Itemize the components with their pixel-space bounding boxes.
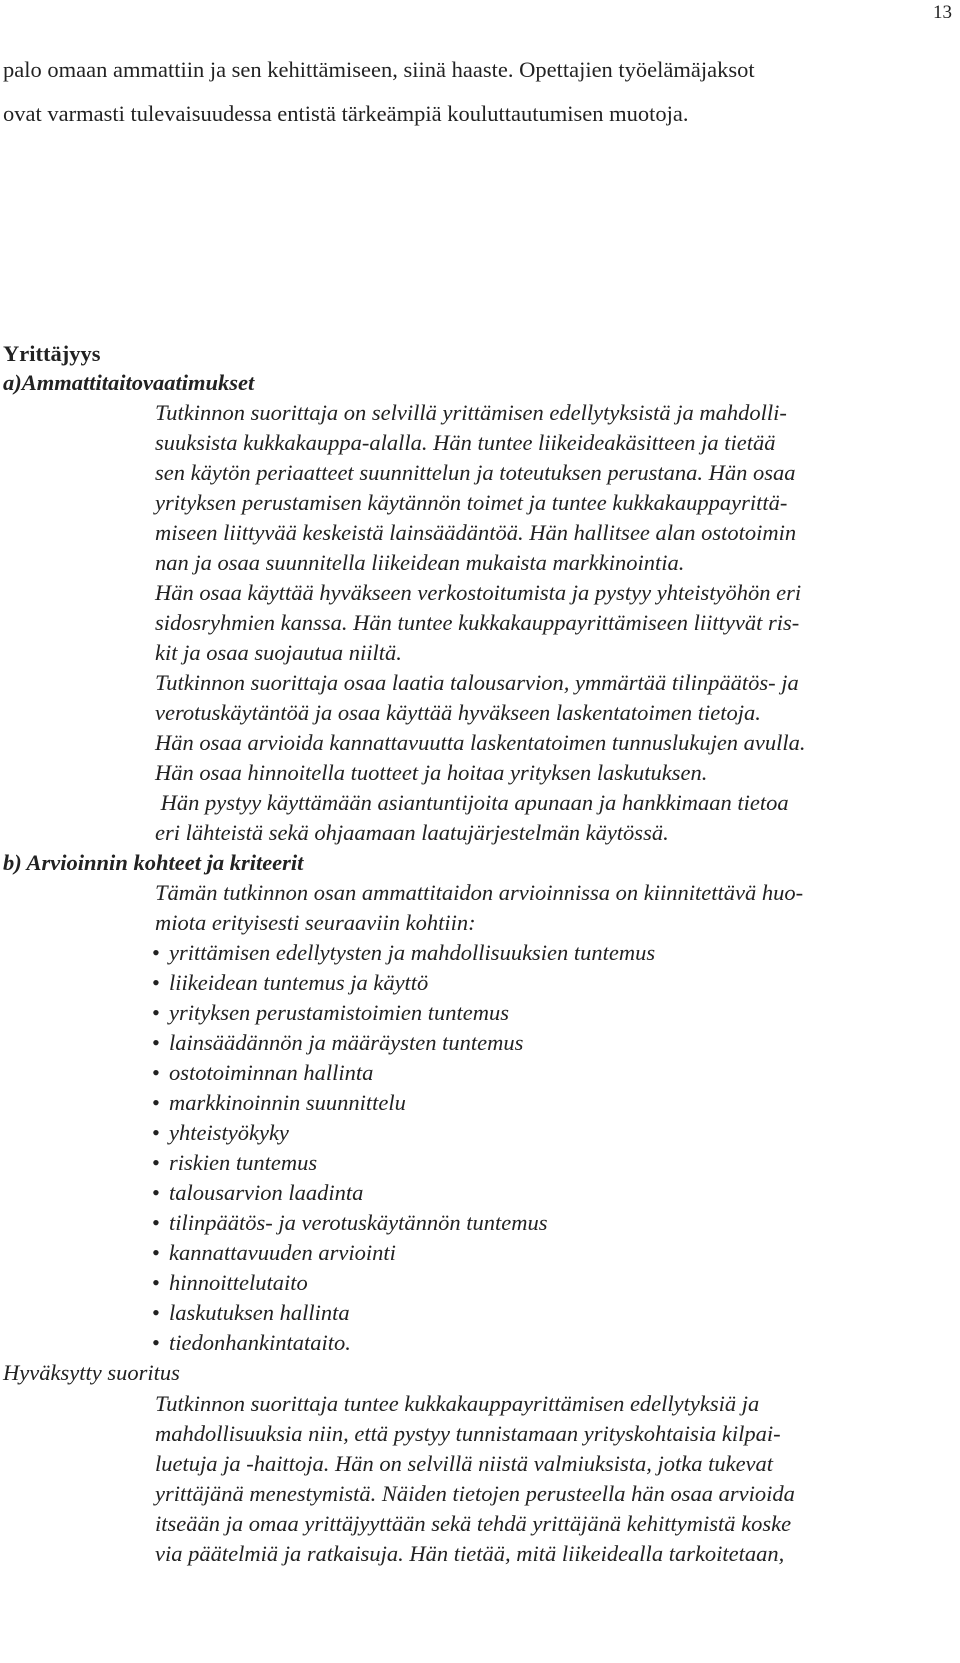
bullet-icon: •	[152, 1240, 160, 1265]
list-item	[152, 1328, 351, 1358]
a-paragraph-line: miseen liittyvää keskeistä lainsäädäntöä. Hän hallitsee alan ostotoimin	[155, 520, 797, 545]
list-item-text: markkinoinnin suunnittelu	[169, 1090, 406, 1115]
list-item-text: kannattavuuden arviointi	[169, 1240, 396, 1265]
a-paragraph-line: suuksista kukkakauppa-alalla. Hän tuntee liikeideakäsitteen ja tietää	[155, 430, 776, 455]
a-paragraph-line: yrityksen perustamisen käytännön toimet ja tuntee kukkakauppayrittä-	[155, 490, 788, 515]
section-title: Yrittäjyys	[3, 341, 101, 366]
bullet-icon: •	[152, 1090, 160, 1115]
bullet-icon: •	[152, 1120, 160, 1145]
accepted-paragraph-line: via päätelmiä ja ratkaisuja. Hän tietää, mitä liikeidealla tarkoitetaan,	[155, 1541, 785, 1566]
bullet-icon: •	[152, 1180, 160, 1205]
list-item	[152, 1208, 548, 1238]
list-item-text: riskien tuntemus	[169, 1150, 318, 1175]
list-item	[152, 1028, 523, 1058]
accepted-paragraph-line: luetuja ja -haittoja. Hän on selvillä niistä valmiuksista, jotka tukevat	[155, 1451, 774, 1476]
subsection-b-heading: b) Arvioinnin kohteet ja kriteerit	[3, 850, 304, 875]
a-paragraph-line: Hän pystyy käyttämään asiantuntijoita apunaan ja hankkimaan tietoa	[155, 790, 789, 815]
list-item-text: ostotoiminnan hallinta	[169, 1060, 374, 1085]
accepted-paragraph-line: Tutkinnon suorittaja tuntee kukkakauppayrittämisen edellytyksiä ja	[155, 1391, 760, 1416]
list-item	[152, 998, 509, 1028]
list-item	[152, 968, 428, 998]
list-item	[152, 1238, 396, 1268]
list-item	[152, 938, 655, 968]
accepted-paragraph-line: yrittäjänä menestymistä. Näiden tietojen perusteella hän osaa arvioida	[155, 1481, 795, 1506]
list-item	[152, 1148, 317, 1178]
b-paragraph-line: miota erityisesti seuraaviin kohtiin:	[155, 910, 476, 935]
list-item-text: talousarvion laadinta	[169, 1180, 364, 1205]
bullet-icon: •	[152, 1300, 160, 1325]
bullet-icon: •	[152, 1060, 160, 1085]
accepted-heading: Hyväksytty suoritus	[3, 1360, 180, 1385]
bullet-icon: •	[152, 1030, 160, 1055]
intro-line: ovat varmasti tulevaisuudessa entistä tärkeämpiä kouluttautumisen muotoja.	[3, 101, 689, 126]
page-number: 13	[933, 2, 952, 23]
list-item-text: yrityksen perustamistoimien tuntemus	[169, 1000, 509, 1025]
list-item-text: laskutuksen hallinta	[169, 1300, 350, 1325]
bullet-icon: •	[152, 940, 160, 965]
list-item-text: liikeidean tuntemus ja käyttö	[169, 970, 429, 995]
a-paragraph-line: sen käytön periaatteet suunnittelun ja toteutuksen perustana. Hän osaa	[155, 460, 796, 485]
list-item	[152, 1178, 363, 1208]
list-item-text: tilinpäätös- ja verotuskäytännön tuntemus	[169, 1210, 548, 1235]
bullet-icon: •	[152, 970, 160, 995]
intro-line: palo omaan ammattiin ja sen kehittämiseen, siinä haaste. Opettajien työelämäjaksot	[3, 57, 755, 82]
a-paragraph-line: verotuskäytäntöä ja osaa käyttää hyväkseen laskentatoimen tietoja.	[155, 700, 761, 725]
list-item	[152, 1298, 350, 1328]
a-paragraph-line: eri lähteistä sekä ohjaamaan laatujärjestelmän käytössä.	[155, 820, 669, 845]
list-item	[152, 1118, 289, 1148]
list-item	[152, 1088, 406, 1118]
a-paragraph-line: Tutkinnon suorittaja osaa laatia talousarvion, ymmärtää tilinpäätös- ja	[155, 670, 799, 695]
bullet-icon: •	[152, 1150, 160, 1175]
list-item	[152, 1268, 308, 1298]
bullet-icon: •	[152, 1000, 160, 1025]
a-paragraph-line: Hän osaa käyttää hyväkseen verkostoitumista ja pystyy yhteistyöhön eri	[155, 580, 802, 605]
a-paragraph-line: Hän osaa arvioida kannattavuutta laskentatoimen tunnuslukujen avulla.	[155, 730, 806, 755]
list-item-text: tiedonhankintataito.	[169, 1330, 351, 1355]
a-paragraph-line: Tutkinnon suorittaja on selvillä yrittämisen edellytyksistä ja mahdolli-	[155, 400, 787, 425]
b-paragraph-line: Tämän tutkinnon osan ammattitaidon arvioinnissa on kiinnitettävä huo-	[155, 880, 804, 905]
list-item	[152, 1058, 373, 1088]
bullet-icon: •	[152, 1210, 160, 1235]
subsection-a-heading: a)Ammattitaitovaatimukset	[3, 370, 255, 395]
list-item-text: hinnoittelutaito	[169, 1270, 308, 1295]
list-item-text: yrittämisen edellytysten ja mahdollisuuksien tuntemus	[169, 940, 656, 965]
bullet-icon: •	[152, 1270, 160, 1295]
list-item-text: lainsäädännön ja määräysten tuntemus	[169, 1030, 524, 1055]
list-item-text: yhteistyökyky	[169, 1120, 289, 1145]
accepted-paragraph-line: mahdollisuuksia niin, että pystyy tunnistamaan yrityskohtaisia kilpai-	[155, 1421, 781, 1446]
bullet-icon: •	[152, 1330, 160, 1355]
accepted-paragraph-line: itseään ja omaa yrittäjyyttään sekä tehdä yrittäjänä kehittymistä koske	[155, 1511, 792, 1536]
a-paragraph-line: sidosryhmien kanssa. Hän tuntee kukkakauppayrittämiseen liittyvät ris-	[155, 610, 800, 635]
a-paragraph-line: Hän osaa hinnoitella tuotteet ja hoitaa yrityksen laskutuksen.	[155, 760, 708, 785]
a-paragraph-line: kit ja osaa suojautua niiltä.	[155, 640, 402, 665]
a-paragraph-line: nan ja osaa suunnitella liikeidean mukaista markkinointia.	[155, 550, 685, 575]
